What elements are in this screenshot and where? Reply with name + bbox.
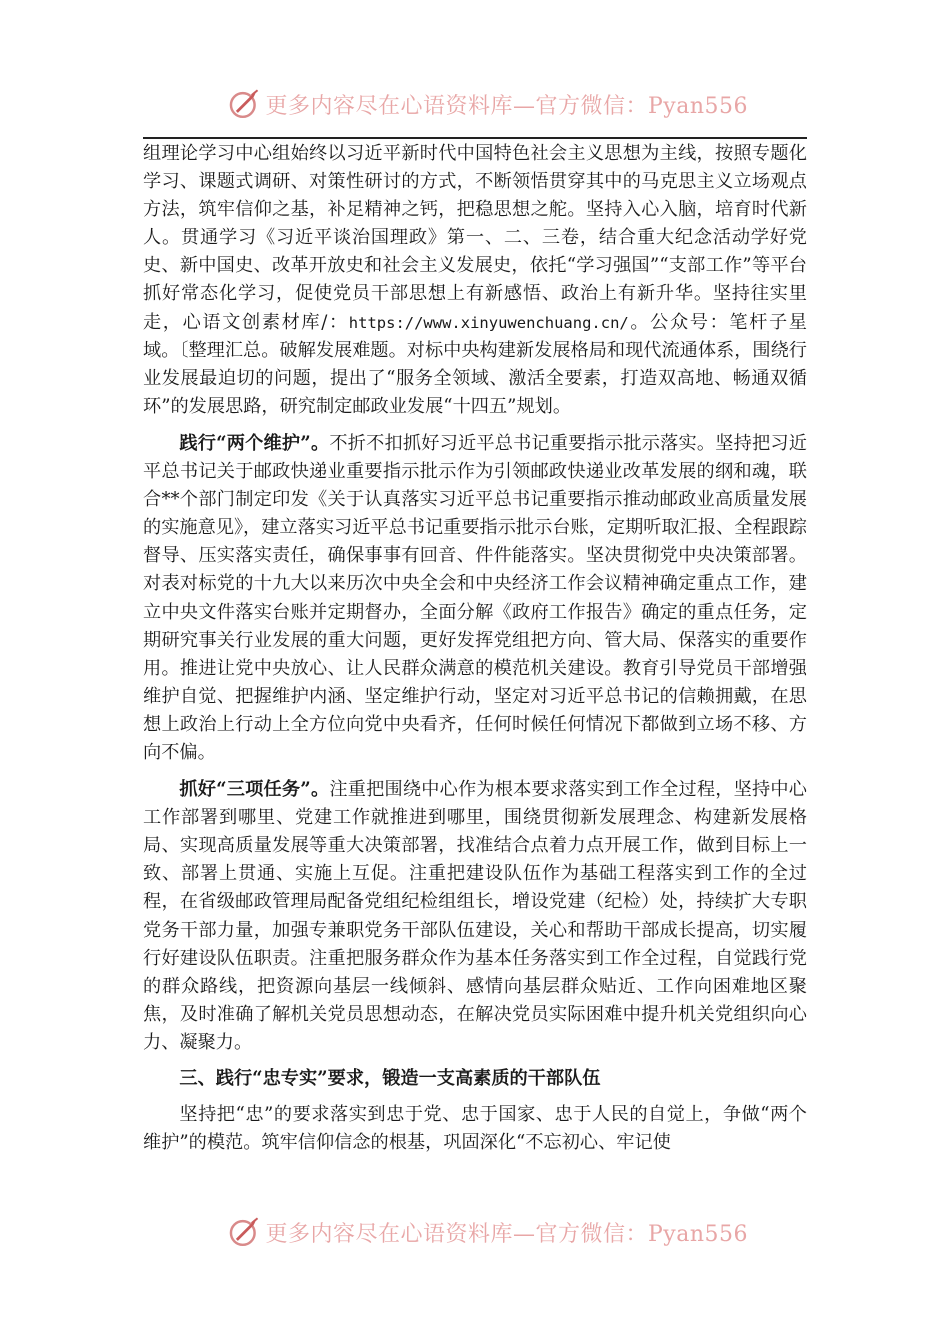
header-rule [143, 137, 807, 139]
pen-logo-icon [228, 87, 261, 121]
header-banner-text: 更多内容尽在心语资料库—官方微信：Pyan556 [265, 93, 748, 119]
paragraph-2: 践行“两个维护”。不折不扣抓好习近平总书记重要指示批示落实。坚持把习近平总书记关于邮政快递业重要指示批示作为引领邮政快递业改革发展的纲和魂，联合**个部门制定印发《关于认真落实习近平总书记重要指示推动邮政业高质量发展的实施意见》，建立落实习近平总书记重要指示批示台账，定期听取汇报、全程跟踪督导、压实落实责任，确保事事有回音、件件能落实。坚决贯彻党中央决策部署。对表对标党的十九大以来历次中央全会和中央经济工作会议精神确定重点工作，建立中央文件落实台账并定期督办，全面分解《政府工作报告》确定的重点任务，定期研究事关行业发展的重大问题，更好发挥党组把方向、管大局、保落实的重要作用。推进让党中央放心、让人民群众满意的模范机关建设。教育引导党员干部增强维护自觉、把握维护内涵、坚定维护行动，坚定对习近平总书记的信赖拥戴，在思想上政治上行动上全方位向党中央看齐，任何时候任何情况下都做到立场不移、方向不偏。 [143, 432, 807, 763]
section-heading-3: 三、践行“忠专实”要求，锻造一支高素质的干部队伍 [179, 1068, 601, 1089]
footer-banner-text: 更多内容尽在心语资料库—官方微信：Pyan556 [265, 1221, 748, 1247]
header-banner [228, 84, 748, 124]
paragraph-3-lead: 抓好“三项任务”。 [179, 779, 330, 801]
pen-logo-icon [228, 1215, 261, 1249]
paragraph-1: 组理论学习中心组始终以习近平新时代中国特色社会主义思想为主线，按照专题化学习、课题式调研、对策性研讨的方式，不断领悟贯穿其中的马克思主义立场观点方法，筑牢信仰之基，补足精神之钙，把稳思想之舵。坚持入心入脑，培育时代新人。贯通学习《习近平谈治国理政》第一、二、三卷，结合重大纪念活动学好党史、新中国史、改革开放史和社会主义发展史，依托“学习强国”“支部工作”等平台抓好常态化学习，促使党员干部思想上有新感悟、政治上有新升华。坚持往实里走，心语文创素材库/：https://www.xinyuwenchuang.cn/。公众号：笔杆子星域。〔整理汇总。破解发展难题。对标中央构建新发展格局和现代流通体系，围绕行业发展最迫切的问题，提出了“服务全领域、激活全要素，打造双高地、畅通双循环”的发展思路，研究制定邮政业发展“十四五”规划。 [143, 143, 807, 417]
footer-banner [228, 1212, 748, 1252]
paragraph-4: 坚持把“忠”的要求落实到忠于党、忠于国家、忠于人民的自觉上，争做“两个维护”的模范。筑牢信仰信念的根基，巩固深化“不忘初心、牢记使 [143, 1104, 807, 1154]
paragraph-3: 抓好“三项任务”。注重把围绕中心作为根本要求落实到工作全过程，坚持中心工作部署到哪里、党建工作就推进到哪里，围绕贯彻新发展理念、构建新发展格局、实现高质量发展等重大决策部署，找准结合点着力点开展工作，做到目标上一致、部署上贯通、实施上互促。注重把建设队伍作为基础工程落实到工作的全过程，在省级邮政管理局配备党组纪检组组长，增设党建（纪检）处，持续扩大专职党务干部力量，加强专兼职党务干部队伍建设，关心和帮助干部成长提高，切实履行好建设队伍职责。注重把服务群众作为基本任务落实到工作全过程，自觉践行党的群众路线，把资源向基层一线倾斜、感情向基层群众贴近、工作向困难地区聚焦，及时准确了解机关党员思想动态，在解决党员实际困难中提升机关党组织向心力、凝聚力。 [143, 779, 807, 1053]
document-body [143, 140, 807, 1157]
paragraph-2-lead: 践行“两个维护”。 [179, 432, 330, 454]
